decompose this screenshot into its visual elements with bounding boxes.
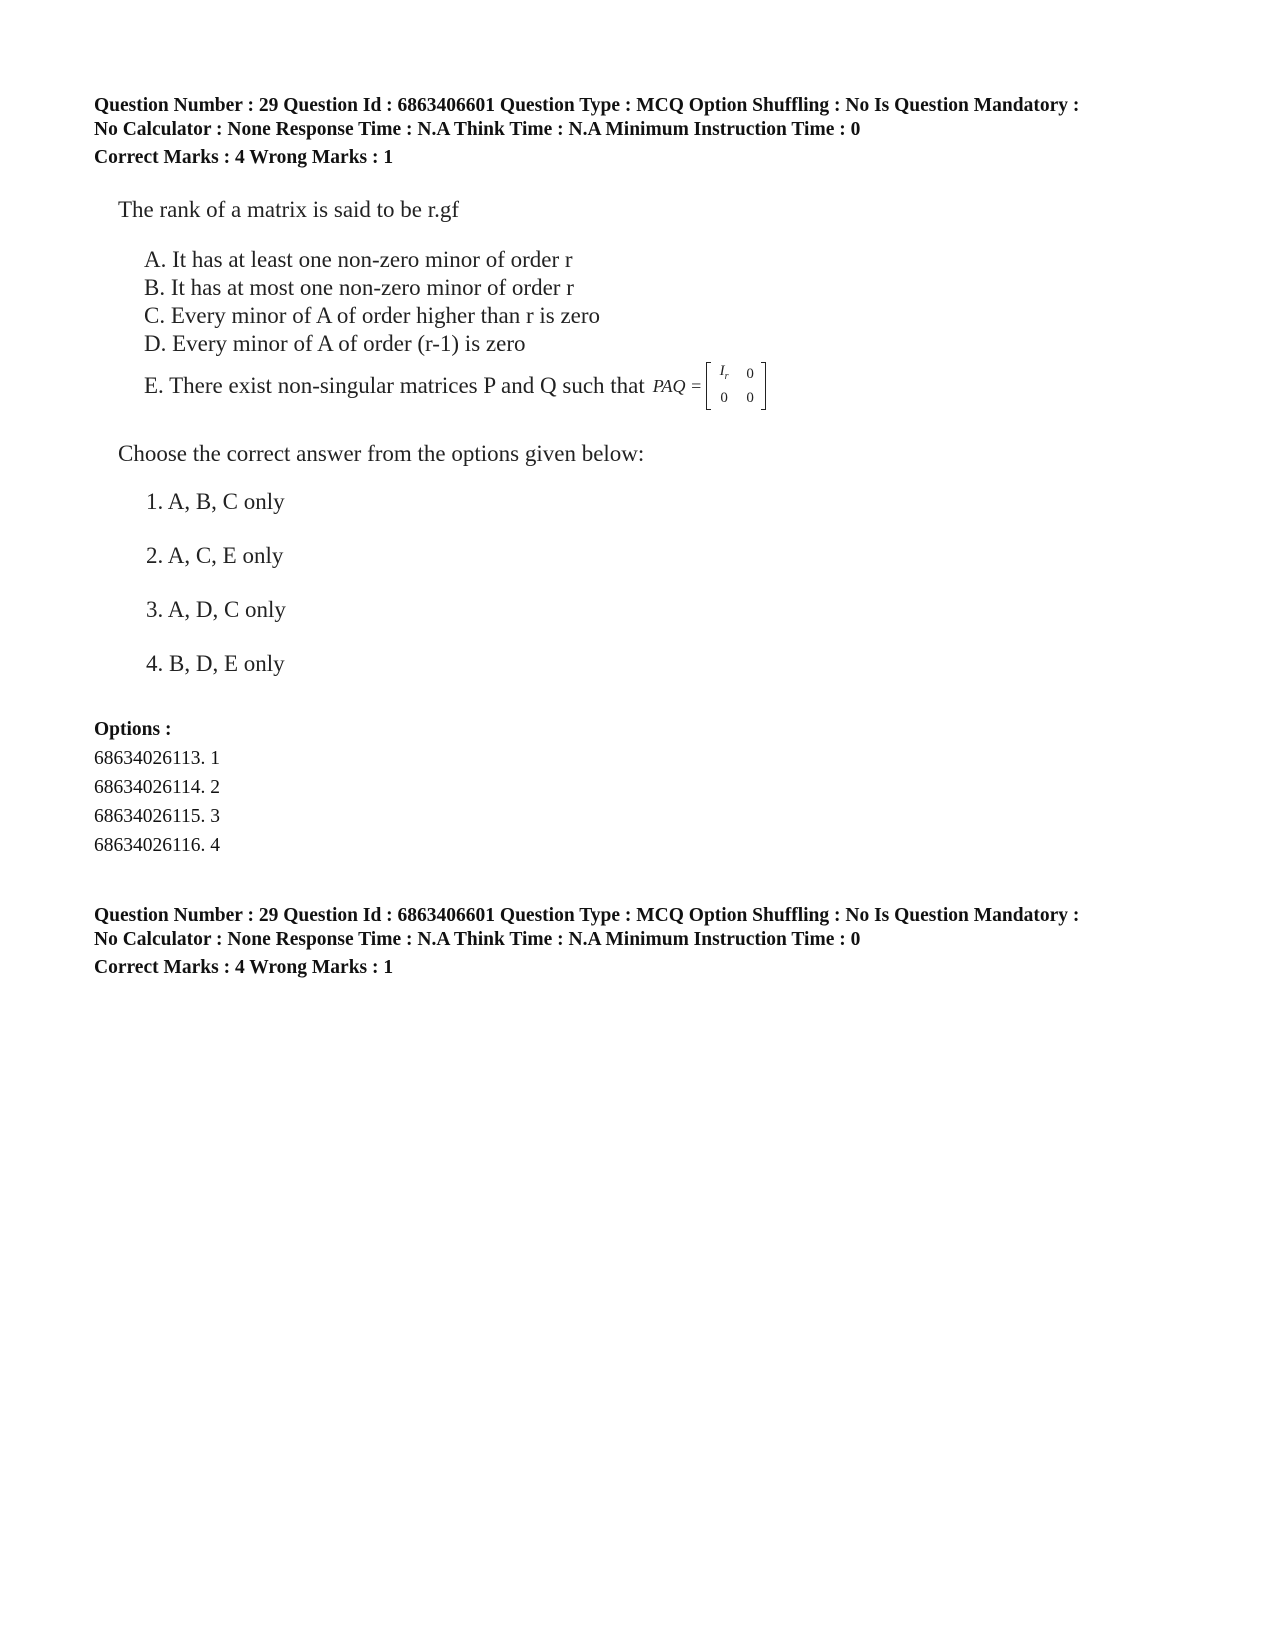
statement-b: B. It has at most one non-zero minor of order r <box>144 275 574 300</box>
choice-3: 3. A, D, C only <box>146 597 286 622</box>
statement-e: E. There exist non-singular matrices P and Q such that <box>144 373 645 398</box>
matrix-cell-12: 0 <box>746 366 754 382</box>
option-item-1: 68634026113. 1 <box>94 748 221 769</box>
question-header <box>94 94 1214 170</box>
options-label: Options : <box>94 719 172 740</box>
choice-2: 2. A, C, E only <box>146 543 284 568</box>
statement-c: C. Every minor of A of order higher than r is zero <box>144 303 601 328</box>
choice-1: 1. A, B, C only <box>146 489 285 514</box>
header-line-1: Question Number : 29 Question Id : 6863406601 Question Type : MCQ Option Shuffling : No Is Question Mandatory : <box>94 905 1080 926</box>
header-marks: Correct Marks : 4 Wrong Marks : 1 <box>94 147 394 168</box>
option-item-3: 68634026115. 3 <box>94 806 221 827</box>
question-header-repeat <box>94 904 1214 980</box>
question-body <box>118 196 766 704</box>
instruction-text: Choose the correct answer from the options given below: <box>118 441 645 466</box>
header-line-1: Question Number : 29 Question Id : 6863406601 Question Type : MCQ Option Shuffling : No Is Question Mandatory : <box>94 95 1080 116</box>
choice-4: 4. B, D, E only <box>146 651 285 676</box>
matrix-cell-11: $I_r$ <box>719 363 729 382</box>
header-line-2: No Calculator : None Response Time : N.A Think Time : N.A Minimum Instruction Time : 0 <box>94 929 861 950</box>
question-stem: The rank of a matrix is said to be r.gf <box>118 197 460 222</box>
matrix-cell-21: 0 <box>720 390 728 406</box>
block-matrix <box>706 362 766 410</box>
option-item-4: 68634026116. 4 <box>94 835 221 856</box>
header-marks: Correct Marks : 4 Wrong Marks : 1 <box>94 957 394 978</box>
header-line-2: No Calculator : None Response Time : N.A Think Time : N.A Minimum Instruction Time : 0 <box>94 119 861 140</box>
statement-a: A. It has at least one non-zero minor of order r <box>144 247 573 272</box>
statement-e-row <box>144 358 766 414</box>
equation <box>653 362 766 410</box>
statement-d: D. Every minor of A of order (r-1) is zero <box>144 331 526 356</box>
equation-lhs: PAQ = <box>652 376 703 396</box>
matrix-cell-22: 0 <box>746 390 754 406</box>
options-list <box>94 715 220 860</box>
option-item-2: 68634026114. 2 <box>94 777 221 798</box>
